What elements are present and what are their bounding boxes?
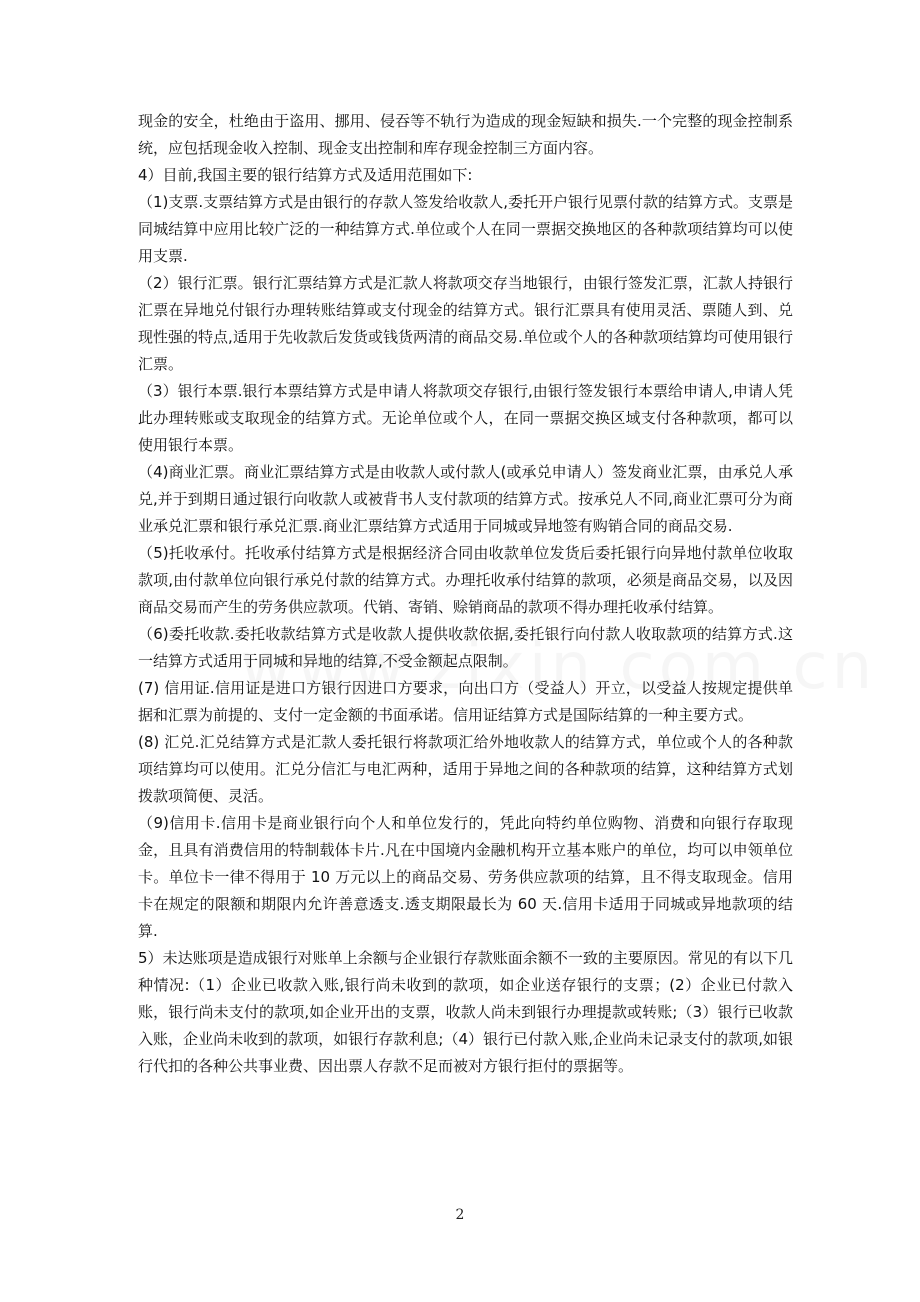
document-body	[138, 108, 793, 1080]
paragraph-bank-draft: （2）银行汇票。银行汇票结算方式是汇款人将款项交存当地银行，由银行签发汇票，汇款人持银行汇票在异地兑付银行办理转账结算或支付现金的结算方式。银行汇票具有使用灵活、票随人到、兑现性强的特点,适用于先收款后发货或钱货两清的商品交易.单位或个人的各种款项结算均可使用银行汇票。	[138, 274, 793, 373]
paragraph-commercial-draft: （4)商业汇票。商业汇票结算方式是由收款人或付款人(或承兑申请人）签发商业汇票，由承兑人承兑,并于到期日通过银行向收款人或被背书人支付款项的结算方式。按承兑人不同,商业汇票可分为商业承兑汇票和银行承兑汇票.商业汇票结算方式适用于同城或异地签有购销合同的商品交易.	[138, 463, 793, 535]
paragraph-credit-card: （9)信用卡.信用卡是商业银行向个人和单位发行的，凭此向特约单位购物、消费和向银行存取现金，且具有消费信用的特制载体卡片.凡在中国境内金融机构开立基本账户的单位，均可以申领单位卡。单位卡一律不得用于 10 万元以上的商品交易、劳务供应款项的结算，且不得支取现金。信用卡在规定的限额和期限内允许善意透支.透支期限最长为 60 天.信用卡适用于同城或异地款项的结算.	[138, 814, 793, 940]
paragraph-collection-acceptance: （5)托收承付。托收承付结算方式是根据经济合同由收款单位发货后委托银行向异地付款单位收取款项,由付款单位向银行承兑付款的结算方式。办理托收承付结算的款项，必须是商品交易，以及因商品交易而产生的劳务供应款项。代销、寄销、赊销商品的款项不得办理托收承付结算。	[138, 544, 793, 616]
paragraph-cashier-check: （3）银行本票.银行本票结算方式是申请人将款项交存银行,由银行签发银行本票给申请人,申请人凭此办理转账或支取现金的结算方式。无论单位或个人，在同一票据交换区域支付各种款项，都可以使用银行本票。	[138, 382, 793, 454]
paragraph-cash-control-intro: 现金的安全，杜绝由于盗用、挪用、侵吞等不轨行为造成的现金短缺和损失.一个完整的现金控制系统，应包括现金收入控制、现金支出控制和库存现金控制三方面内容。	[138, 112, 793, 157]
paragraph-check: （1)支票.支票结算方式是由银行的存款人签发给收款人,委托开户银行见票付款的结算方式。支票是同城结算中应用比较广泛的一种结算方式.单位或个人在同一票据交换地区的各种款项结算均可以使用支票.	[138, 193, 793, 265]
paragraph-letter-of-credit: (7) 信用证.信用证是进口方银行因进口方要求，向出口方（受益人）开立，以受益人按规定提供单据和汇票为前提的、支付一定金额的书面承诺。信用证结算方式是国际结算的一种主要方式。	[138, 679, 793, 724]
page-number: 2	[455, 1207, 465, 1223]
paragraph-entrusted-collection: （6)委托收款.委托收款结算方式是收款人提供收款依据,委托银行向付款人收取款项的结算方式.这一结算方式适用于同城和异地的结算,不受金额起点限制。	[138, 625, 793, 670]
paragraph-outstanding-items: 5）未达账项是造成银行对账单上余额与企业银行存款账面余额不一致的主要原因。常见的有以下几种情况:（1）企业已收款入账,银行尚未收到的款项，如企业送存银行的支票；(2）企业已付款入账，银行尚未支付的款项,如企业开出的支票，收款人尚未到银行办理提款或转账;（3）银行已收款入账，企业尚未收到的款项，如银行存款利息;（4）银行已付款入账,企业尚未记录支付的款项,如银行代扣的各种公共事业费、因出票人存款不足而被对方银行拒付的票据等。	[138, 949, 793, 1075]
paragraph-settlement-methods-heading: 4）目前,我国主要的银行结算方式及适用范围如下:	[138, 166, 473, 184]
paragraph-remittance: (8) 汇兑.汇兑结算方式是汇款人委托银行将款项汇给外地收款人的结算方式，单位或个人的各种款项结算均可以使用。汇兑分信汇与电汇两种，适用于异地之间的各种款项的结算，这种结算方式划拨款项简便、灵活。	[138, 733, 793, 805]
